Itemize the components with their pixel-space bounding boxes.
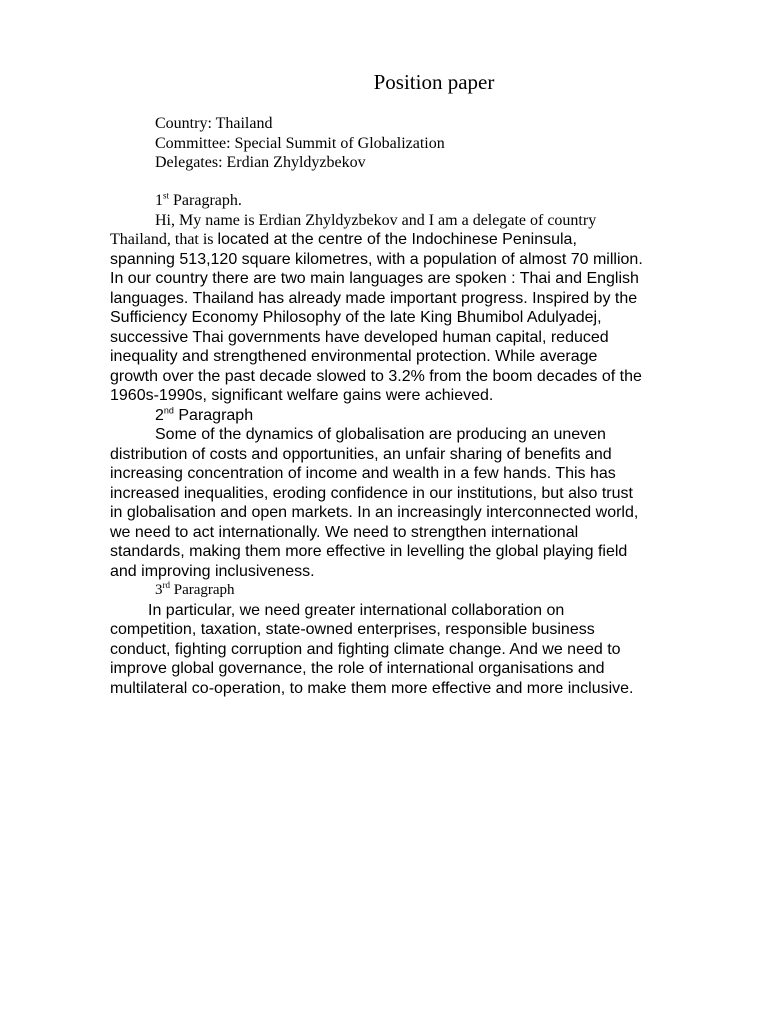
paragraph-2-lines	[110, 445, 710, 582]
heading-label: Paragraph	[170, 582, 235, 598]
paragraph-1-line: In our country there are two main languages are spoken : Thai and English	[110, 270, 639, 287]
paragraph-2-line: we need to act internationally. We need to strengthen international	[110, 523, 579, 541]
paragraph-1-line: Hi, My name is Erdian Zhyldyzbekov and I am a delegate of country	[155, 211, 597, 229]
country-line: Country: Thailand	[155, 115, 273, 132]
paragraph-1-line: 1960s-1990s, significant welfare gains were achieved.	[110, 387, 494, 404]
heading-label: Paragraph	[173, 406, 254, 424]
paragraph-3-lines	[110, 620, 710, 698]
paragraph-3-line: competition, taxation, state-owned enterprises, responsible business	[110, 621, 595, 638]
paragraph-1-line: inequality and strengthened environmental protection. While average	[110, 348, 598, 365]
paragraph-2-line: standards, making them more effective in levelling the global playing field	[110, 543, 628, 560]
heading-ordinal: st	[163, 190, 170, 201]
paragraph-2-line: distribution of costs and opportunities, an unfair sharing of benefits and	[110, 445, 612, 463]
paragraph-3-line: multilateral co-operation, to make them more effective and more inclusive.	[110, 679, 634, 697]
paragraph-3-heading	[110, 581, 710, 601]
heading-number: 2	[155, 406, 164, 424]
paragraph-1-line: spanning 513,120 square kilometres, with a population of almost 70 million.	[110, 250, 643, 268]
paragraph-1-line	[110, 230, 710, 250]
paragraph-2-line: increased inequalities, eroding confidence in our institutions, but also trust	[110, 484, 633, 502]
paragraph-1-line: successive Thai governments have developed human capital, reduced	[110, 328, 609, 346]
paragraph-3-line: conduct, fighting corruption and fighting climate change. And we need to	[110, 640, 621, 658]
paragraph-2-line: and improving inclusiveness.	[110, 562, 315, 580]
heading-number: 3	[155, 582, 163, 598]
paragraph-1-line: Sufficiency Economy Philosophy of the late King Bhumibol Adulyadej,	[110, 309, 602, 326]
paragraph-1-sans-fragment: located at the centre of the Indochinese Peninsula,	[217, 231, 577, 248]
paragraph-2-heading	[110, 406, 710, 426]
paragraph-1-line: growth over the past decade slowed to 3.2% from the boom decades of the	[110, 367, 642, 385]
paragraph-1-line: languages. Thailand has already made important progress. Inspired by the	[110, 289, 638, 307]
paragraph-2-line: in globalisation and open markets. In an increasingly interconnected world,	[110, 504, 639, 521]
paragraph-3-line: In particular, we need greater international collaboration on	[148, 601, 565, 619]
metadata-block	[155, 114, 445, 173]
paragraph-1-serif-fragment: Thailand, that is	[110, 231, 218, 248]
committee-line: Committee: Special Summit of Globalization	[155, 134, 445, 152]
delegates-line: Delegates: Erdian Zhyldyzbekov	[155, 154, 366, 171]
paragraph-3-line: improve global governance, the role of international organisations and	[110, 660, 605, 677]
body-text	[110, 191, 710, 698]
page-title: Position paper	[373, 70, 495, 94]
paragraph-1-heading	[110, 191, 710, 211]
paragraph-2-line: increasing concentration of income and wealth in a few hands. This has	[110, 465, 616, 482]
heading-ordinal: rd	[162, 580, 170, 590]
paragraph-1-lines	[110, 250, 710, 406]
heading-ordinal: nd	[163, 405, 174, 416]
heading-number: 1	[155, 192, 163, 209]
heading-label: Paragraph.	[169, 192, 242, 209]
paragraph-2-line: Some of the dynamics of globalisation are producing an uneven	[155, 426, 606, 443]
